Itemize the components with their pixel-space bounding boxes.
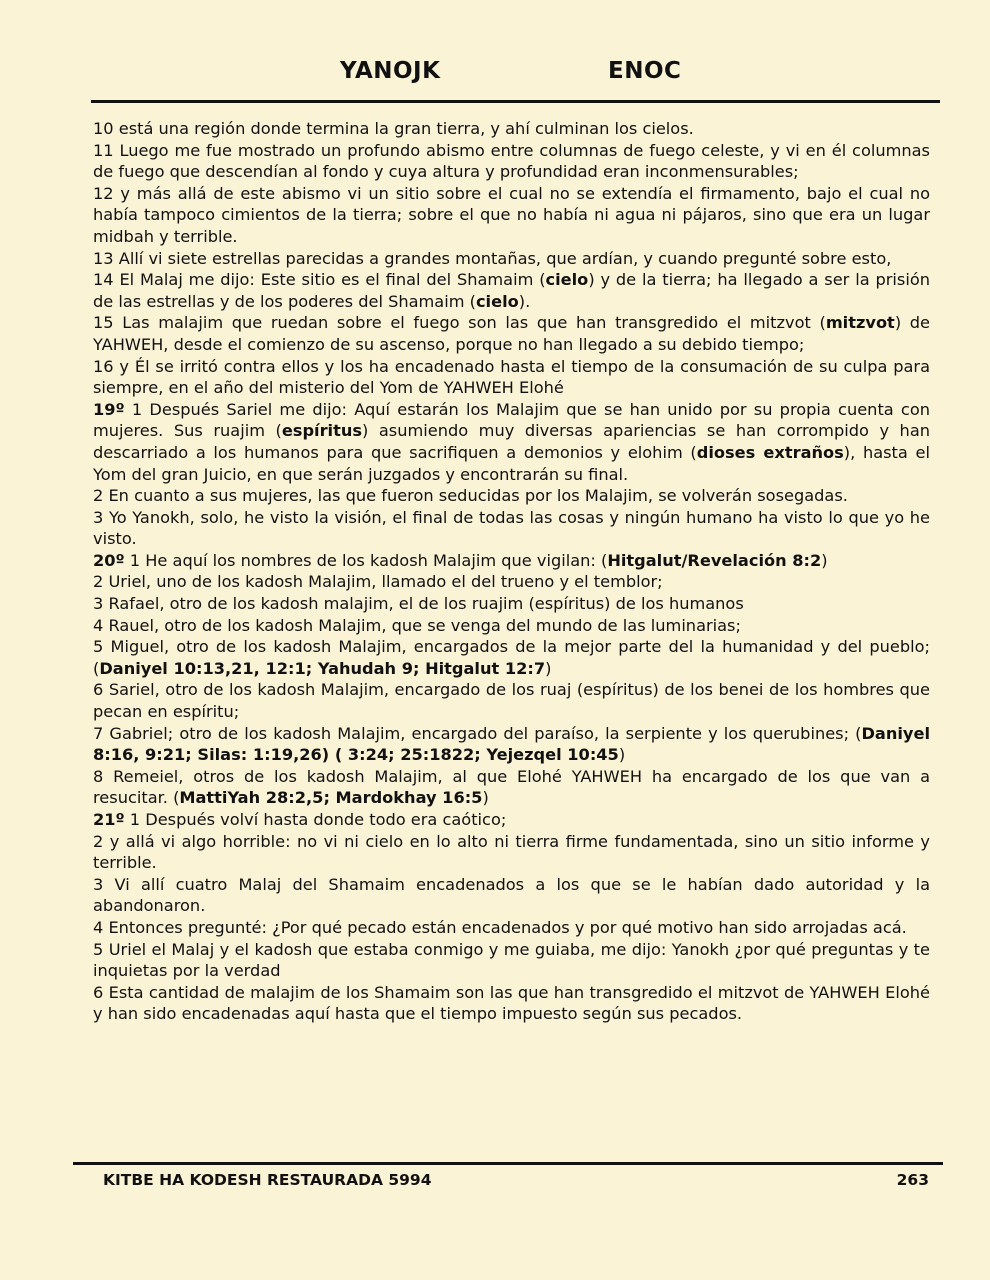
- text-segment: 6 Esta cantidad de malajim de los Shamaim son las que han transgredido el mitzvot de YAHWEH Elohé y han sido encadenadas aquí hasta que el tiempo impuesto según sus pecados.: [93, 982, 930, 1024]
- verse-paragraph: [93, 831, 930, 874]
- header-title-right: ENOC: [608, 58, 682, 84]
- verse-paragraph: [93, 615, 930, 637]
- page-body: [93, 118, 930, 1025]
- text-segment: ): [545, 658, 552, 678]
- text-segment: ).: [518, 291, 531, 311]
- text-segment: ): [482, 788, 489, 808]
- text-segment: ) y de la tierra; ha llegado a ser la prisión de las estrellas y de los poderes del Shamaim (: [93, 270, 930, 311]
- verse-paragraph: [93, 636, 930, 679]
- text-segment: ), hasta el Yom del gran Juicio, en que serán juzgados y encontrarán su final.: [93, 442, 930, 484]
- verse-paragraph: [93, 356, 930, 399]
- verse-paragraph: [93, 312, 930, 355]
- text-segment: ) asumiendo muy diversas apariencias se han corrompido y han descarriado a los humanos para que sacrifiquen a demonios y elohim (: [93, 421, 931, 462]
- text-segment: 2 En cuanto a sus mujeres, las que fueron seducidas por los Malajim, se volverán sosegadas.: [93, 486, 848, 506]
- bold-segment: mitzvot: [825, 313, 895, 333]
- text-segment: 10 está una región donde termina la gran tierra, y ahí culminan los cielos.: [93, 119, 694, 138]
- text-segment: 1 Después Sariel me dijo: Aquí estarán los Malajim que se han unido por su propia cuenta con mujeres. Sus ruajim (: [93, 399, 930, 441]
- verse-paragraph: [93, 183, 930, 248]
- verse-paragraph: [93, 809, 930, 831]
- bold-segment: espíritus: [281, 421, 363, 441]
- bold-segment: cielo: [545, 270, 589, 290]
- verse-paragraph: [93, 507, 930, 550]
- text-segment: 6 Sariel, otro de los kadosh Malajim, encargado de los ruaj (espíritus) de los benei de los hombres que pecan en espíritu;: [93, 680, 930, 722]
- header-divider: [91, 100, 940, 103]
- text-segment: 16 y Él se irritó contra ellos y los ha encadenado hasta el tiempo de la consumación de su culpa para siempre, en el año del misterio del Yom de YAHWEH Elohé: [93, 356, 930, 398]
- verse-paragraph: [93, 269, 930, 312]
- verse-paragraph: [93, 140, 930, 183]
- text-segment: 4 Rauel, otro de los kadosh Malajim, que se venga del mundo de las luminarias;: [93, 615, 741, 635]
- text-segment: 12 y más allá de este abismo vi un sitio sobre el cual no se extendía el firmamento, bajo el cual no había tampoco cimientos de la tierra; sobre el que no había ni agua ni pájaros, sino que era un lugar midbah y terrible.: [93, 183, 930, 246]
- header-title-left: YANOJK: [340, 58, 441, 84]
- verse-paragraph: [93, 874, 930, 917]
- text-segment: 5 Uriel el Malaj y el kadosh que estaba conmigo y me guiaba, me dijo: Yanokh ¿por qué preguntas y te inquietas por la verdad: [93, 939, 930, 981]
- bold-segment: MattiYah 28:2,5; Mardokhay 16:5: [179, 788, 483, 808]
- bold-segment: 20º: [93, 550, 125, 570]
- text-segment: ) de YAHWEH, desde el comienzo de su ascenso, porque no han llegado a su debido tiempo;: [93, 313, 930, 354]
- footer-book-title: KITBE HA KODESH RESTAURADA 5994: [103, 1171, 432, 1189]
- verse-paragraph: [93, 399, 930, 485]
- text-segment: 3 Rafael, otro de los kadosh malajim, el de los ruajim (espíritus) de los humanos: [93, 594, 744, 614]
- text-segment: 13 Allí vi siete estrellas parecidas a grandes montañas, que ardían, y cuando pregunté sobre esto,: [93, 248, 892, 268]
- text-segment: 7 Gabriel; otro de los kadosh Malajim, encargado del paraíso, la serpiente y los querubines; (: [93, 723, 862, 743]
- verse-paragraph: [93, 118, 930, 140]
- page-number: 263: [896, 1171, 929, 1189]
- page-header: [0, 58, 990, 90]
- verse-paragraph: [93, 593, 930, 615]
- verse-paragraph: [93, 679, 930, 722]
- text-segment: ): [821, 550, 828, 570]
- bold-segment: 19º: [93, 399, 125, 419]
- bold-segment: Hitgalut/Revelación 8:2: [607, 550, 822, 570]
- verse-paragraph: [93, 550, 930, 572]
- text-segment: 3 Yo Yanokh, solo, he visto la visión, el final de todas las cosas y ningún humano ha visto lo que yo he visto.: [93, 507, 930, 549]
- text-segment: 8 Remeiel, otros de los kadosh Malajim, al que Elohé YAHWEH ha encargado de los que van a resucitar. (: [93, 766, 930, 808]
- bold-segment: 21º: [93, 810, 125, 829]
- text-segment: 15 Las malajim que ruedan sobre el fuego son las que han transgredido el mitzvot (: [93, 313, 826, 333]
- text-segment: 2 y allá vi algo horrible: no vi ni cielo en lo alto ni tierra firme fundamentada, sino un sitio informe y terrible.: [93, 831, 930, 873]
- bold-segment: cielo: [475, 291, 519, 311]
- verse-paragraph: [93, 485, 930, 507]
- bold-segment: Daniyel 8:16, 9:21; Silas: 1:19,26) ( 3:24; 25:1822; Yejezqel 10:45: [93, 723, 930, 765]
- footer-divider: [73, 1162, 943, 1165]
- verse-paragraph: [93, 571, 930, 593]
- text-segment: 4 Entonces pregunté: ¿Por qué pecado están encadenados y por qué motivo han sido arrojadas acá.: [93, 917, 907, 937]
- verse-paragraph: [93, 939, 930, 982]
- verse-paragraph: [93, 766, 930, 809]
- verse-paragraph: [93, 248, 930, 270]
- text-segment: 11 Luego me fue mostrado un profundo abismo entre columnas de fuego celeste, y vi en él columnas de fuego que descendían al fondo y cuya altura y profundidad eran inconmensurables;: [93, 140, 930, 182]
- text-segment: 1 Después volví hasta donde todo era caótico;: [124, 810, 507, 829]
- bold-segment: dioses extraños: [696, 442, 844, 462]
- text-segment: ): [618, 745, 626, 765]
- text-segment: 2 Uriel, uno de los kadosh Malajim, llamado el del trueno y el temblor;: [93, 572, 663, 592]
- bold-segment: Daniyel 10:13,21, 12:1; Yahudah 9; Hitgalut 12:7: [99, 658, 546, 678]
- verse-paragraph: [93, 917, 930, 939]
- verse-paragraph: [93, 982, 930, 1025]
- verse-paragraph: [93, 723, 930, 766]
- text-segment: 5 Miguel, otro de los kadosh Malajim, encargados de la mejor parte del la humanidad y del pueblo; (: [93, 637, 930, 678]
- text-segment: 3 Vi allí cuatro Malaj del Shamaim encadenados a los que se le habían dado autoridad y la abandonaron.: [93, 874, 930, 916]
- text-segment: 1 He aquí los nombres de los kadosh Malajim que vigilan: (: [124, 550, 608, 570]
- text-segment: 14 El Malaj me dijo: Este sitio es el final del Shamaim (: [93, 270, 546, 290]
